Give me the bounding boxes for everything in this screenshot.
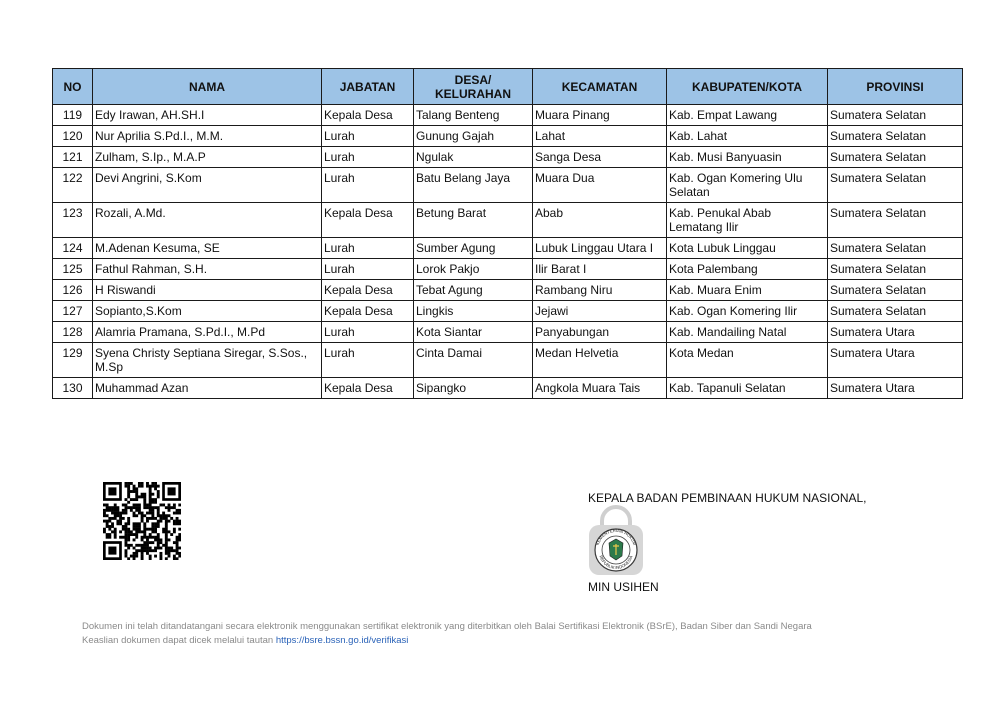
cell-kecamatan: Medan Helvetia — [533, 343, 667, 378]
cell-kecamatan: Ilir Barat I — [533, 259, 667, 280]
cell-kabupaten: Kab. Tapanuli Selatan — [667, 378, 828, 399]
cell-no: 123 — [53, 203, 93, 238]
table-row — [53, 203, 963, 238]
table-row — [53, 280, 963, 301]
cell-nama: Edy Irawan, AH.SH.I — [93, 105, 322, 126]
cell-desa: Lorok Pakjo — [414, 259, 533, 280]
cell-no: 124 — [53, 238, 93, 259]
cell-desa: Ngulak — [414, 147, 533, 168]
cell-kabupaten: Kab. Mandailing Natal — [667, 322, 828, 343]
cell-provinsi: Sumatera Utara — [828, 378, 963, 399]
cell-nama: H Riswandi — [93, 280, 322, 301]
cell-no: 125 — [53, 259, 93, 280]
cell-kabupaten: Kab. Ogan Komering Ulu Selatan — [667, 168, 828, 203]
cell-kecamatan: Panyabungan — [533, 322, 667, 343]
cell-kabupaten: Kab. Penukal Abab Lematang Ilir — [667, 203, 828, 238]
footer-line-2-text: Keaslian dokumen dapat dicek melalui tautan — [82, 635, 274, 646]
table-header-row — [53, 69, 963, 105]
footer-line-2 — [82, 634, 962, 648]
cell-no: 127 — [53, 301, 93, 322]
cell-provinsi: Sumatera Selatan — [828, 168, 963, 203]
cell-provinsi: Sumatera Selatan — [828, 126, 963, 147]
cell-desa: Batu Belang Jaya — [414, 168, 533, 203]
cell-kecamatan: Lahat — [533, 126, 667, 147]
cell-jabatan: Lurah — [322, 126, 414, 147]
cell-no: 126 — [53, 280, 93, 301]
cell-provinsi: Sumatera Selatan — [828, 280, 963, 301]
table-row — [53, 259, 963, 280]
cell-provinsi: Sumatera Selatan — [828, 301, 963, 322]
cell-nama: Rozali, A.Md. — [93, 203, 322, 238]
cell-kabupaten: Kota Lubuk Linggau — [667, 238, 828, 259]
seal-text-top: KEMENTERIAN HUKUM — [594, 527, 638, 546]
cell-nama: Fathul Rahman, S.H. — [93, 259, 322, 280]
table-row — [53, 322, 963, 343]
signature-title: KEPALA BADAN PEMBINAAN HUKUM NASIONAL, — [588, 491, 867, 505]
header-no: NO — [53, 69, 93, 105]
table-row — [53, 126, 963, 147]
table-row — [53, 238, 963, 259]
cell-provinsi: Sumatera Utara — [828, 322, 963, 343]
cell-kabupaten: Kota Palembang — [667, 259, 828, 280]
cell-desa: Cinta Damai — [414, 343, 533, 378]
cell-kecamatan: Jejawi — [533, 301, 667, 322]
table-row — [53, 168, 963, 203]
cell-kecamatan: Lubuk Linggau Utara I — [533, 238, 667, 259]
header-provinsi: PROVINSI — [828, 69, 963, 105]
header-kabupaten-kota: KABUPATEN/KOTA — [667, 69, 828, 105]
cell-jabatan: Kepala Desa — [322, 105, 414, 126]
cell-kabupaten: Kab. Lahat — [667, 126, 828, 147]
cell-provinsi: Sumatera Utara — [828, 343, 963, 378]
cell-no: 128 — [53, 322, 93, 343]
cell-jabatan: Lurah — [322, 168, 414, 203]
header-kecamatan: KECAMATAN — [533, 69, 667, 105]
cell-provinsi: Sumatera Selatan — [828, 147, 963, 168]
cell-provinsi: Sumatera Selatan — [828, 238, 963, 259]
cell-desa: Sumber Agung — [414, 238, 533, 259]
cell-kabupaten: Kab. Ogan Komering Ilir — [667, 301, 828, 322]
table-row — [53, 301, 963, 322]
header-desa-line1: DESA/ — [454, 72, 492, 87]
cell-nama: Alamria Pramana, S.Pd.I., M.Pd — [93, 322, 322, 343]
cell-no: 121 — [53, 147, 93, 168]
table-row — [53, 105, 963, 126]
header-nama: NAMA — [93, 69, 322, 105]
cell-kabupaten: Kab. Musi Banyuasin — [667, 147, 828, 168]
cell-desa: Kota Siantar — [414, 322, 533, 343]
cell-jabatan: Lurah — [322, 322, 414, 343]
cell-kecamatan: Abab — [533, 203, 667, 238]
table-row — [53, 147, 963, 168]
cell-desa: Sipangko — [414, 378, 533, 399]
cell-desa: Lingkis — [414, 301, 533, 322]
cell-nama: Nur Aprilia S.Pd.I., M.M. — [93, 126, 322, 147]
cell-kecamatan: Sanga Desa — [533, 147, 667, 168]
verification-link[interactable]: https://bsre.bssn.go.id/verifikasi — [275, 635, 409, 646]
cell-jabatan: Lurah — [322, 343, 414, 378]
signer-name: MIN USIHEN — [588, 580, 659, 594]
cell-nama: Devi Angrini, S.Kom — [93, 168, 322, 203]
cell-no: 119 — [53, 105, 93, 126]
cell-kecamatan: Rambang Niru — [533, 280, 667, 301]
cell-no: 122 — [53, 168, 93, 203]
cell-nama: Zulham, S.Ip., M.A.P — [93, 147, 322, 168]
table-body — [53, 105, 963, 399]
cell-nama: Muhammad Azan — [93, 378, 322, 399]
qr-code-icon — [103, 482, 181, 560]
cell-jabatan: Lurah — [322, 259, 414, 280]
cell-desa: Tebat Agung — [414, 280, 533, 301]
table-row — [53, 378, 963, 399]
cell-kecamatan: Angkola Muara Tais — [533, 378, 667, 399]
footer-line-1: Dokumen ini telah ditandatangani secara elektronik menggunakan sertifikat elektronik yang diterbitkan oleh Balai Sertifikasi Elektronik (BSrE), Badan Siber dan Sandi Negara — [82, 621, 812, 632]
cell-jabatan: Lurah — [322, 147, 414, 168]
cell-jabatan: Kepala Desa — [322, 203, 414, 238]
cell-nama: M.Adenan Kesuma, SE — [93, 238, 322, 259]
cell-kabupaten: Kota Medan — [667, 343, 828, 378]
cell-provinsi: Sumatera Selatan — [828, 203, 963, 238]
cell-nama: Sopianto,S.Kom — [93, 301, 322, 322]
header-desa-kelurahan — [414, 69, 533, 105]
kemenkumham-seal-icon — [585, 503, 647, 579]
cell-jabatan: Kepala Desa — [322, 301, 414, 322]
cell-desa: Gunung Gajah — [414, 126, 533, 147]
cell-provinsi: Sumatera Selatan — [828, 105, 963, 126]
header-jabatan: JABATAN — [322, 69, 414, 105]
cell-nama: Syena Christy Septiana Siregar, S.Sos., M.Sp — [93, 343, 322, 378]
cell-desa: Betung Barat — [414, 203, 533, 238]
cell-jabatan: Kepala Desa — [322, 378, 414, 399]
cell-jabatan: Kepala Desa — [322, 280, 414, 301]
cell-kabupaten: Kab. Muara Enim — [667, 280, 828, 301]
cell-desa: Talang Benteng — [414, 105, 533, 126]
header-desa-line2: KELURAHAN — [435, 86, 511, 101]
table-row — [53, 343, 963, 378]
cell-provinsi: Sumatera Selatan — [828, 259, 963, 280]
seal-text-bottom: REPUBLIK INDONESIA — [598, 554, 634, 571]
cell-kecamatan: Muara Dua — [533, 168, 667, 203]
officials-table — [52, 68, 963, 399]
cell-kabupaten: Kab. Empat Lawang — [667, 105, 828, 126]
cell-kecamatan: Muara Pinang — [533, 105, 667, 126]
footer-note — [82, 620, 962, 648]
cell-no: 120 — [53, 126, 93, 147]
cell-no: 130 — [53, 378, 93, 399]
cell-no: 129 — [53, 343, 93, 378]
cell-jabatan: Lurah — [322, 238, 414, 259]
